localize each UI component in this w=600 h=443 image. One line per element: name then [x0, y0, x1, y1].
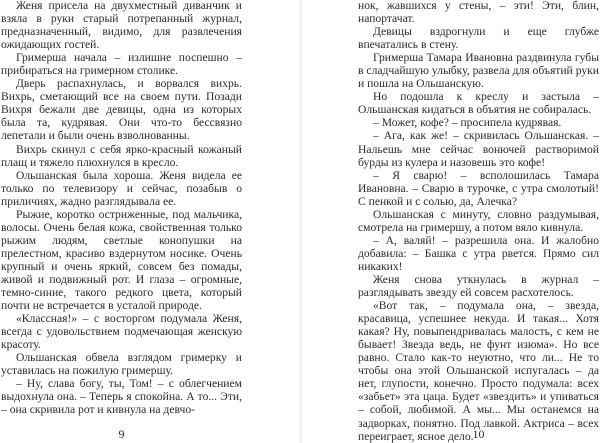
left-page — [0, 0, 299, 443]
paragraph: Рыжие, коротко остриженные, под мальчика, волосы. Очень белая кожа, свойственная только рыжим людям, светлые конопушки на прелестном, красиво вздернутом носике. Очень крупный и очень яркий, совсем без помады, живой и подвижный рот. И глаза – огромные, темно-синие, такого редкого цвета, который почти не встречается в усталой природе. — [1, 207, 242, 313]
paragraph: Вихрь скинул с себя ярко-красный кожаный плащ и тяжело плюхнулся в кресло. — [1, 142, 242, 169]
paragraph: Но подошла к креслу и застыла – Ольшанская кидаться в объятия не собиралась. — [358, 90, 599, 117]
paragraph: – Ну, слава богу, ты, Том! – с облегчением выдохнула она. – Теперь я спокойна. А то... Эти, – она скривила рот и кивнула на девчо- — [1, 377, 242, 417]
paragraph: Гримерша Тамара Ивановна раздвинула губы в сладчайшую улыбку, развела для объятий руки и пошла на Ольшанскую. — [358, 51, 599, 91]
paragraph: Женя присела на двухместный диванчик и взяла в руки старый потрепанный журнал, предназначенный, видимо, для развлечения ожидающих гостей. — [1, 0, 242, 52]
paragraph: «Классная!» – с восторгом подумала Женя, всегда с удовольствием подмечающая женскую красоту. — [1, 312, 242, 352]
paragraph: Женя снова уткнулась в журнал – разглядывать звезду ей совсем расхотелось. — [358, 272, 599, 300]
page-number: 9 — [118, 427, 125, 441]
paragraph: Дверь распахнулась, и ворвался вихрь. Вихрь, сметающий все на своем пути. Позади Вихря бежали две девицы, одна из которых была та, кудрявая. Они что-то бессвязно лепетали и были очень взволнованны. — [1, 77, 242, 143]
left-page-text — [1, 0, 242, 417]
paragraph-continuation: нок, жавшихся у стены, – эти! Эти, блин, напортачат. — [358, 0, 599, 26]
paragraph: Ольшанская с минуту, словно раздумывая, смотрела на гримершу, а потом вяло кивнула. — [358, 207, 599, 234]
page-number: 10 — [472, 427, 485, 441]
right-page-text — [358, 0, 599, 443]
paragraph: «Вот так, – подумала она, – звезда, красавица, успешнее некуда. И такая... Хотя какая? Ну, повыпендривалась малость, с кем не бывает! Звезда ведь, не фунт изюма». Но все равно. Стало как-то неуютно, что ли... Не то чтобы она этой Ольшанской испугалась – да нет, глупости, конечно. Просто подумала: всех «забьет» эта цаца. Будет «звездить» и упиваться – собой, любимой. А мы... Мы останемся на задворках, понятно. Под лавкой. Актриса – всех переиграет, ясное дело. — [358, 299, 599, 443]
paragraph: – Я сварю! – всполошилась Тамара Ивановна. – Сварю в турочке, с утра смолотый! С пенкой и с солью, да, Алечка? — [358, 168, 599, 208]
paragraph: Ольшанская была хороша. Женя видела ее только по телевизору и сейчас, позабыв о приличиях, жадно разглядывала ее. — [1, 168, 242, 208]
paragraph: Гримерша начала – излишне поспешно – прибираться на гримерном столике. — [1, 51, 242, 78]
right-page — [302, 0, 600, 443]
paragraph: – Может, кофе? – просипела кудрявая. — [373, 116, 562, 130]
paragraph: – А, валяй! – разрешила она. И жалобно добавила: – Башка с утра рвется. Прямо сил никаких! — [358, 233, 599, 273]
paragraph: Девицы вздрогнули и еще глубже впечатались в стену. — [358, 25, 599, 52]
paragraph: – Ага, как же! – скривилась Ольшанская. – Нальешь мне сейчас вонючей растворимой бурды из кулера и назовешь это кофе! — [358, 129, 599, 169]
paragraph: Ольшанская обвела взглядом гримерку и уставилась на пожилую гримершу. — [1, 351, 242, 378]
